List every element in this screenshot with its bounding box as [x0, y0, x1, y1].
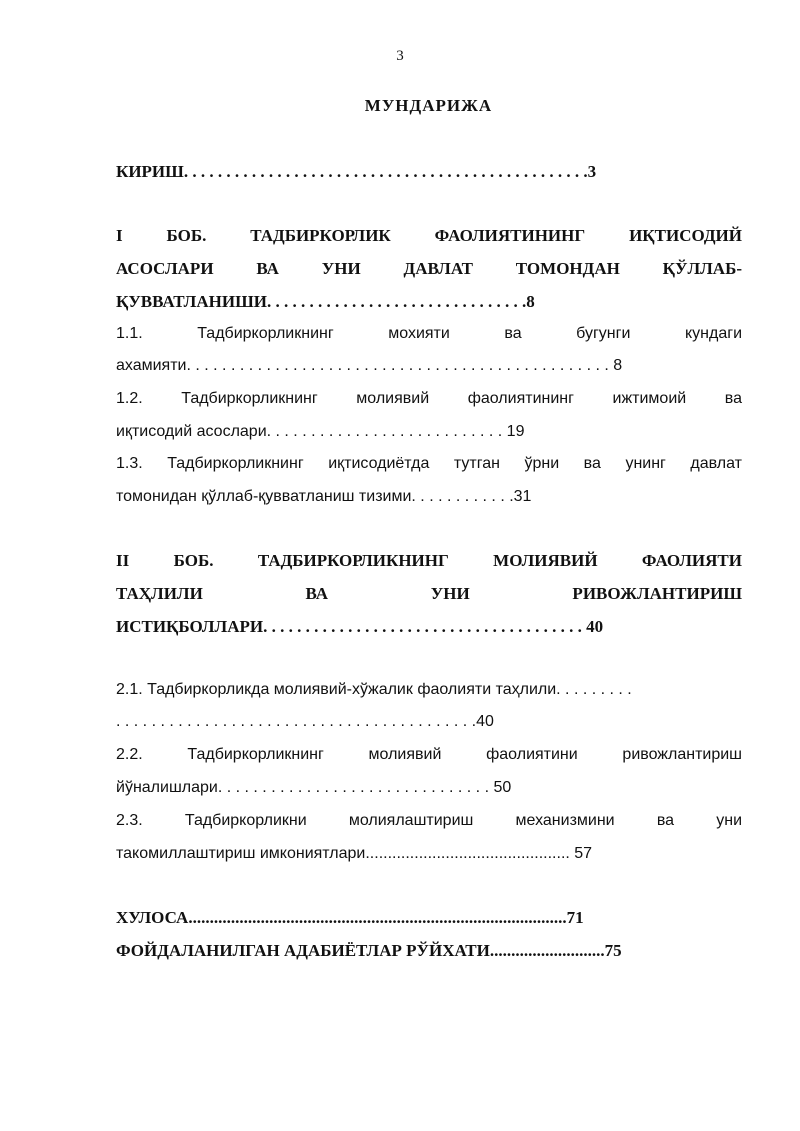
toc-chapter2-line2: ТАҲЛИЛИ ВА УНИ РИВОЖЛАНТИРИШ: [116, 584, 742, 603]
toc-conclusion: ХУЛОСА.........................................................................................71: [116, 908, 584, 927]
toc-section-1-3-line2: томонидан қўллаб-қувватланиш тизими. . . . . . . . . . . .31: [116, 488, 532, 505]
toc-section-1-1-line1: 1.1. Тадбиркорликнинг мохияти ва бугунги кундаги: [116, 325, 742, 342]
toc-section-1-2-line1: 1.2. Тадбиркорликнинг молиявий фаолиятининг ижтимоий ва: [116, 390, 742, 407]
toc-section-2-3-line2: такомиллаштириш имкониятлари.............................................. 57: [116, 845, 593, 862]
toc-chapter1-line2: АСОСЛАРИ ВА УНИ ДАВЛАТ ТОМОНДАН ҚЎЛЛАБ-: [116, 259, 742, 278]
toc-section-2-2-line2: йўналишлари. . . . . . . . . . . . . . . . . . . . . . . . . . . . . . . 50: [116, 779, 512, 796]
toc-chapter1-line3: ҚУВВАТЛАНИШИ. . . . . . . . . . . . . . . . . . . . . . . . . . . . . . .8: [116, 292, 535, 311]
toc-section-1-3-line1: 1.3. Тадбиркорликнинг иқтисодиётда тутган ўрни ва унинг давлат: [116, 455, 742, 472]
toc-section-1-2-line2: иқтисодий асослари. . . . . . . . . . . . . . . . . . . . . . . . . . . 19: [116, 423, 525, 440]
toc-chapter2-line1: II БОБ. ТАДБИРКОРЛИКНИНГ МОЛИЯВИЙ ФАОЛИЯТИ: [116, 551, 742, 570]
page-number: 3: [396, 48, 404, 64]
toc-section-2-3-line1: 2.3. Тадбиркорликни молиялаштириш механизмини ва уни: [116, 812, 742, 829]
toc-chapter2-line3: ИСТИҚБОЛЛАРИ. . . . . . . . . . . . . . . . . . . . . . . . . . . . . . . . . . . . . . 40: [116, 617, 604, 636]
toc-section-2-1-line2: . . . . . . . . . . . . . . . . . . . . . . . . . . . . . . . . . . . . . . . . .40: [116, 713, 494, 730]
toc-section-2-1-line1: 2.1. Тадбиркорликда молиявий-хўжалик фаолияти таҳлили. . . . . . . . .: [116, 681, 632, 698]
toc-references: ФОЙДАЛАНИЛГАН АДАБИЁТЛАР РЎЙХАТИ...........................75: [116, 941, 622, 960]
toc-section-2-2-line1: 2.2. Тадбиркорликнинг молиявий фаолиятини ривожлантириш: [116, 746, 742, 763]
toc-section-1-1-line2: ахамияти. . . . . . . . . . . . . . . . . . . . . . . . . . . . . . . . . . . . . . . . . . . . . . . . 8: [116, 357, 623, 374]
page-title: МУНДАРИЖА: [364, 96, 493, 115]
toc-chapter1-line1: I БОБ. ТАДБИРКОРЛИК ФАОЛИЯТИНИНГ ИҚТИСОДИЙ: [116, 226, 742, 245]
toc-intro: КИРИШ. . . . . . . . . . . . . . . . . . . . . . . . . . . . . . . . . . . . . . . . . . . . . . . .3: [116, 162, 597, 181]
